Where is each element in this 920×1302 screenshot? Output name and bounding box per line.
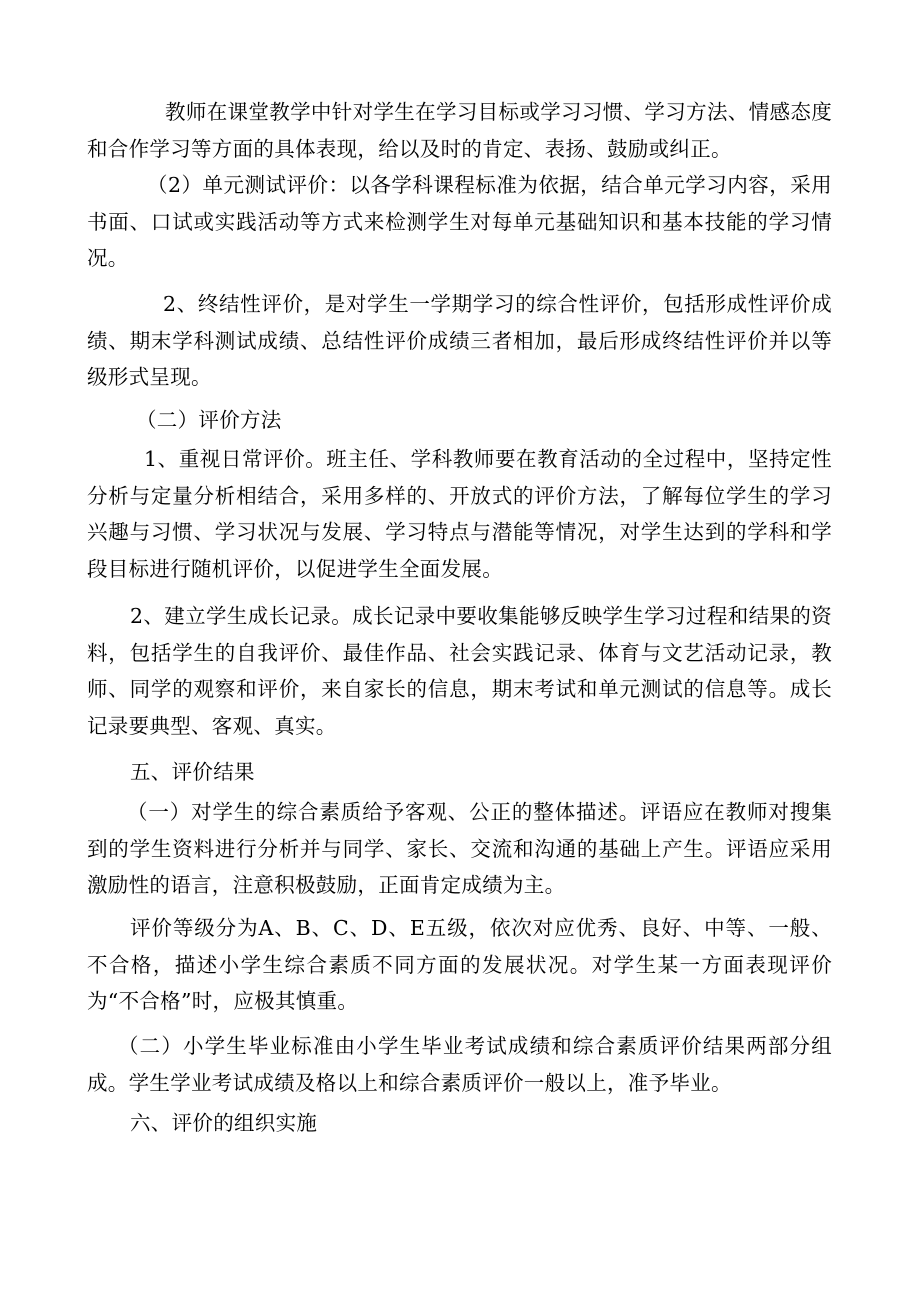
paragraph-graduation-standard: （二）小学生毕业标准由小学生毕业考试成绩和综合素质评价结果两部分组成。学生学业考试成绩及格以上和综合素质评价一般以上，准予毕业。 — [87, 1034, 832, 1095]
paragraph-daily-evaluation: 1、重视日常评价。班主任、学科教师要在教育活动的全过程中，坚持定性分析与定量分析相结合，采用多样的、开放式的评价方法，了解每位学生的学习兴趣与习惯、学习状况与发展、学习特点与潜能等情况，对学生达到的学科和学段目标进行随机评价，以促进学生全面发展。 — [87, 447, 832, 581]
paragraph-grade-levels: 评价等级分为A、B、C、D、E五级，依次对应优秀、良好、中等、一般、不合格，描述小学生综合素质不同方面的发展状况。对学生某一方面表现评价为“不合格”时，应极其慎重。 — [87, 916, 832, 1014]
paragraph-unit-test-evaluation: （2）单元测试评价：以各学科课程标准为依据，结合单元学习内容，采用书面、口试或实践活动等方式来检测学生对每单元基础知识和基本技能的学习情况。 — [87, 173, 832, 271]
heading-organization-implementation: 六、评价的组织实施 — [130, 1111, 318, 1135]
paragraph-summative-evaluation: 2、终结性评价，是对学生一学期学习的综合性评价，包括形成性评价成绩、期末学科测试成绩、总结性评价成绩三者相加，最后形成终结性评价并以等级形式呈现。 — [87, 292, 832, 390]
paragraph-classroom-evaluation: 教师在课堂教学中针对学生在学习目标或学习习惯、学习方法、情感态度和合作学习等方面的具体表现，给以及时的肯定、表扬、鼓励或纠正。 — [87, 100, 832, 161]
heading-evaluation-results: 五、评价结果 — [130, 760, 255, 784]
heading-evaluation-methods: （二）评价方法 — [136, 408, 282, 432]
paragraph-overall-description: （一）对学生的综合素质给予客观、公正的整体描述。评语应在教师对搜集到的学生资料进行分析并与同学、家长、交流和沟通的基础上产生。评语应采用激励性的语言，注意积极鼓励，正面肯定成绩为主。 — [87, 800, 832, 898]
paragraph-growth-record: 2、建立学生成长记录。成长记录中要收集能够反映学生学习过程和结果的资料，包括学生的自我评价、最佳作品、社会实践记录、体育与文艺活动记录，教师、同学的观察和评价，来自家长的信息，期末考试和单元测试的信息等。成长记录要典型、客观、真实。 — [87, 604, 832, 738]
